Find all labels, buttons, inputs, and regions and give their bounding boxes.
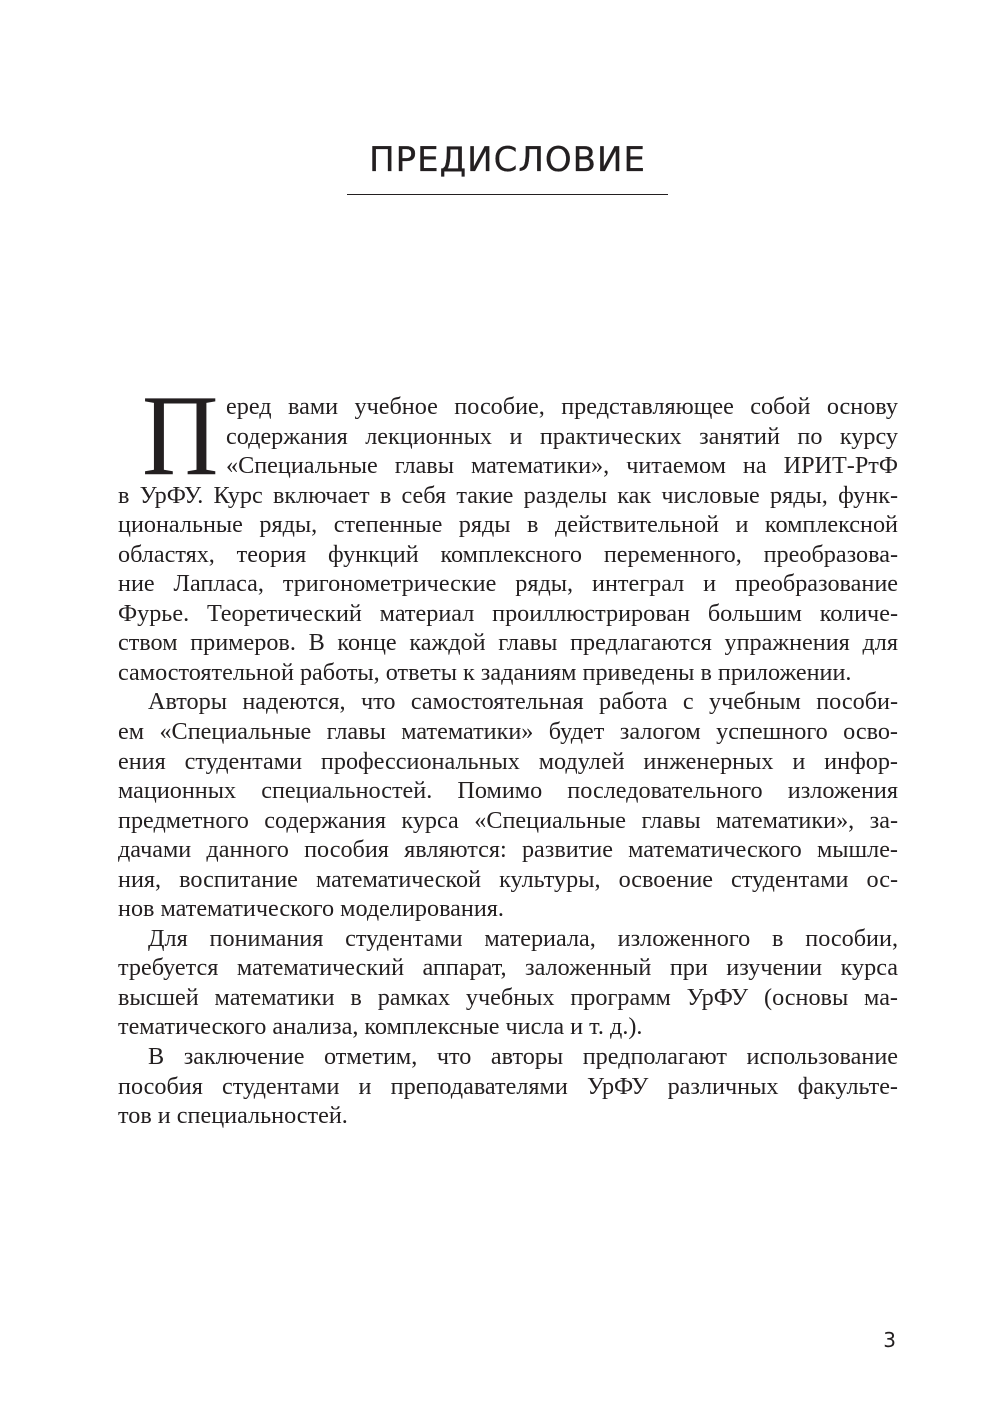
text-line: ния, воспитание математической культуры, освоение студентами ос- (118, 865, 898, 893)
text-line: дачами данного пособия являются: развитие математического мышле- (118, 836, 898, 864)
text-line: содержания лекционных и практических занятий по курсу (226, 422, 898, 450)
text-line: «Специальные главы математики», читаемом на ИРИТ-РтФ (226, 452, 898, 480)
text-line: ние Лапласа, тригонометрические ряды, интеграл и преобразование (118, 570, 898, 598)
text-line: Авторы надеются, что самостоятельная работа с учебным пособи- (148, 688, 898, 716)
text-line: В заключение отметим, что авторы предполагают использование (148, 1043, 898, 1071)
paragraph (118, 1042, 898, 1131)
preface-text (118, 372, 898, 1131)
text-line: Фурье. Теоретический материал проиллюстрирован большим количе- (118, 599, 898, 627)
text-line: циональные ряды, степенные ряды в действительной и комплексной (118, 511, 898, 539)
text-line: ем «Специальные главы математики» будет залогом успешного осво- (118, 718, 898, 746)
text-line: тов и специальностей. (118, 1102, 348, 1130)
text-line: ством примеров. В конце каждой главы предлагаются упражнения для (118, 629, 898, 657)
text-line: ения студентами профессиональных модулей инженерных и инфор- (118, 747, 898, 775)
text-line: пособия студентами и преподавателями УрФУ различных факульте- (118, 1072, 898, 1100)
text-line: нов математического моделирования. (118, 895, 504, 923)
text-line: высшей математики в рамках учебных программ УрФУ (основы ма- (118, 983, 898, 1011)
paragraph (118, 687, 898, 923)
text-line: тематического анализа, комплексные числа и т. д.). (118, 1013, 643, 1041)
text-line: мационных специальностей. Помимо последовательного изложения (118, 777, 898, 805)
page-number: 3 (883, 1328, 896, 1352)
text-line: областях, теория функций комплексного переменного, преобразова- (118, 540, 898, 568)
drop-cap-letter: П (142, 372, 219, 499)
paragraph (118, 372, 898, 687)
text-line: самостоятельной работы, ответы к заданиям приведены в приложении. (118, 658, 852, 686)
text-line: требуется математический аппарат, заложенный при изучении курса (118, 954, 898, 982)
text-line: еред вами учебное пособие, представляющее собой основу (226, 393, 898, 420)
text-line: Для понимания студентами материала, изложенного в пособии, (148, 924, 898, 952)
page-title: ПРЕДИСЛОВИЕ (369, 140, 646, 180)
text-line: в УрФУ. Курс включает в себя такие разделы как числовые ряды, функ- (118, 481, 898, 509)
paragraph (118, 924, 898, 1042)
heading-container (347, 138, 668, 195)
text-line: предметного содержания курса «Специальные главы математики», за- (118, 806, 898, 834)
